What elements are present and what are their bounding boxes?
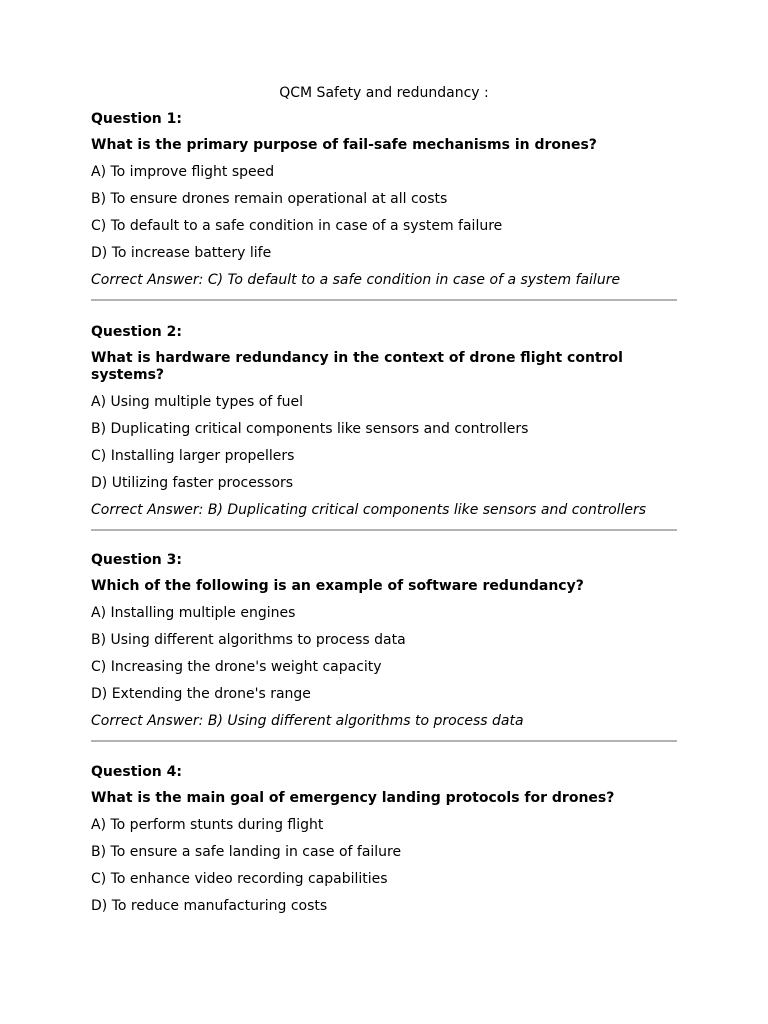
- question-text: What is the main goal of emergency landing protocols for drones?: [91, 790, 615, 806]
- correct-answer: Correct Answer: B) Duplicating critical components like sensors and controllers: [91, 502, 647, 518]
- answer-option-a: A) To perform stunts during flight: [91, 817, 324, 833]
- answer-option-c: C) Installing larger propellers: [91, 448, 295, 464]
- section-divider: [91, 529, 677, 531]
- question-block-3: [91, 551, 677, 742]
- question-block-1: [91, 110, 677, 301]
- document-title: QCM Safety and redundancy :: [279, 85, 489, 101]
- question-label: Question 1:: [91, 111, 182, 127]
- answer-option-d: D) Utilizing faster processors: [91, 475, 294, 491]
- answer-option-c: C) To enhance video recording capabilities: [91, 871, 388, 887]
- answer-option-b: B) Using different algorithms to process data: [91, 632, 406, 648]
- question-block-4: [91, 763, 677, 915]
- answer-option-b: B) Duplicating critical components like sensors and controllers: [91, 421, 529, 437]
- section-divider: [91, 299, 677, 301]
- section-divider: [91, 740, 677, 742]
- question-label: Question 3:: [91, 552, 182, 568]
- answer-option-a: A) Using multiple types of fuel: [91, 394, 304, 410]
- correct-answer: Correct Answer: C) To default to a safe condition in case of a system failure: [91, 272, 621, 288]
- question-label: Question 4:: [91, 764, 182, 780]
- correct-answer: Correct Answer: B) Using different algorithms to process data: [91, 713, 524, 729]
- answer-option-a: A) To improve flight speed: [91, 164, 275, 180]
- answer-option-d: D) To increase battery life: [91, 245, 272, 261]
- answer-option-b: B) To ensure a safe landing in case of failure: [91, 844, 402, 860]
- answer-option-c: C) Increasing the drone's weight capacity: [91, 659, 382, 675]
- answer-option-d: D) Extending the drone's range: [91, 686, 311, 702]
- answer-option-d: D) To reduce manufacturing costs: [91, 898, 328, 914]
- answer-option-c: C) To default to a safe condition in case of a system failure: [91, 218, 503, 234]
- question-block-2: [91, 323, 677, 531]
- answer-option-a: A) Installing multiple engines: [91, 605, 296, 621]
- question-text: What is the primary purpose of fail-safe mechanisms in drones?: [91, 137, 597, 153]
- question-text: Which of the following is an example of software redundancy?: [91, 578, 584, 594]
- question-text: What is hardware redundancy in the context of drone flight control systems?: [91, 350, 623, 383]
- question-label: Question 2:: [91, 324, 182, 340]
- answer-option-b: B) To ensure drones remain operational at all costs: [91, 191, 448, 207]
